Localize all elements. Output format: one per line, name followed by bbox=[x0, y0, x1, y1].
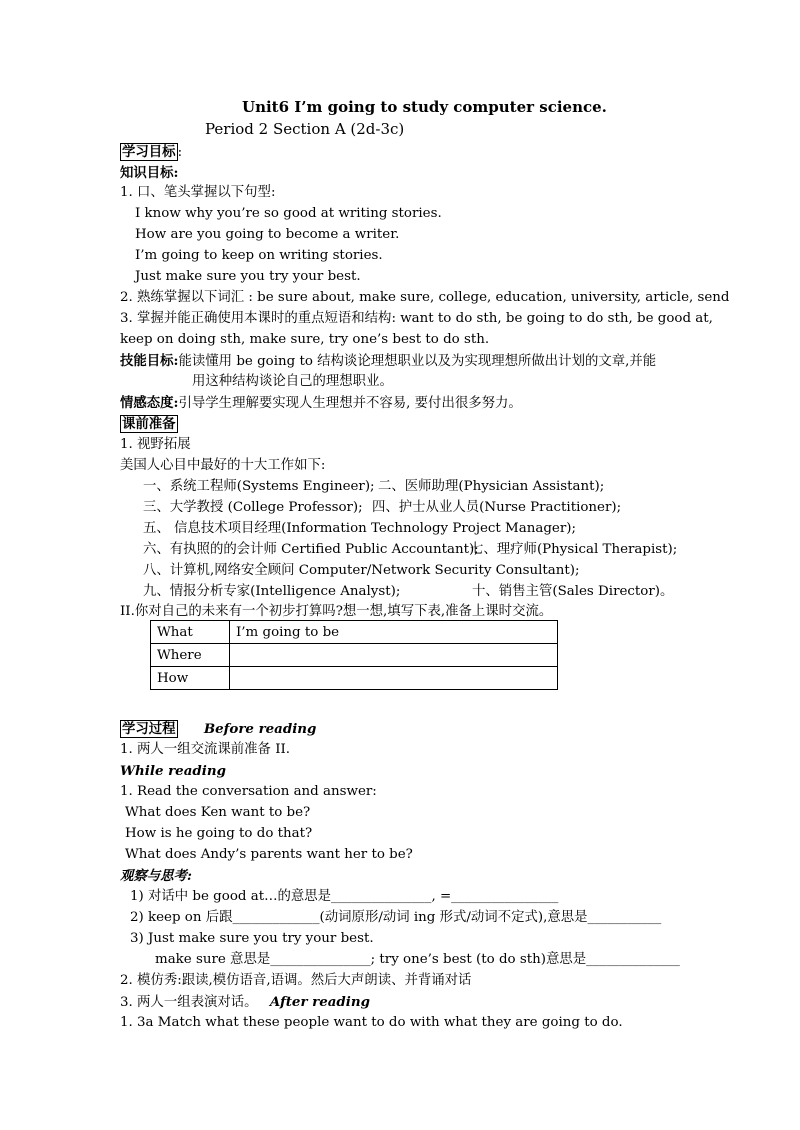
table-cell-how-answer[interactable] bbox=[230, 667, 558, 690]
prep-item-1: 1. 视野拓展 bbox=[120, 437, 191, 452]
after-reading-label: After reading bbox=[269, 994, 370, 1010]
question-2: How is he going to do that? bbox=[125, 826, 313, 841]
skill-label: 技能目标: bbox=[120, 353, 179, 369]
table-cell-what-answer[interactable]: I’m going to be bbox=[230, 621, 558, 644]
while-reading-label: While reading bbox=[120, 763, 226, 779]
job-8: 八、计算机,网络安全顾问 Computer/Network Security Consultant); bbox=[143, 563, 580, 578]
table-cell-where: Where bbox=[151, 644, 230, 667]
observe-label: 观察与思考: bbox=[120, 868, 192, 884]
process-heading bbox=[120, 720, 316, 739]
prep-item-2: II.你对自己的未来有一个初步打算吗?想一想,填写下表,准备上课时交流。 bbox=[120, 604, 553, 619]
before-reading-item: 1. 两人一组交流课前准备 II. bbox=[120, 742, 291, 757]
job-1: 一、系统工程师(Systems Engineer); bbox=[143, 479, 375, 494]
page-subtitle: Period 2 Section A (2d-3c) bbox=[205, 120, 405, 138]
process-header-box: 学习过程 bbox=[122, 721, 176, 737]
goal-item-3-line-1: 3. 掌握并能正确使用本课时的重点短语和结构: want to do sth, be going to do sth, be good at, bbox=[120, 311, 713, 326]
table-cell-where-answer[interactable] bbox=[230, 644, 558, 667]
goal-item-2: 2. 熟练掌握以下词汇 : be sure about, make sure, college, education, university, article, send bbox=[120, 290, 730, 305]
sentence-2: How are you going to become a writer. bbox=[135, 227, 400, 242]
plan-table bbox=[150, 620, 558, 690]
process-item-2: 2. 模仿秀:跟读,模仿语音,语调。然后大声朗读、并背诵对话 bbox=[120, 973, 472, 988]
question-3: What does Andy’s parents want her to be? bbox=[125, 847, 413, 862]
emotion-label: 情感态度: bbox=[120, 395, 179, 411]
skill-goal-line-1 bbox=[120, 352, 656, 371]
goal-item-1: 1. 口、笔头掌握以下句型: bbox=[120, 185, 276, 200]
process-item-3-text: 3. 两人一组表演对话。 bbox=[120, 995, 258, 1010]
skill-goal-line-2: 用这种结构谈论自己的理想职业。 bbox=[192, 374, 393, 389]
job-10: 十、销售主管(Sales Director)。 bbox=[472, 584, 674, 599]
job-9: 九、情报分析专家(Intelligence Analyst); bbox=[143, 584, 401, 599]
job-7: 七、理疗师(Physical Therapist); bbox=[470, 542, 678, 557]
observe-item-2: 2) keep on 后跟_____________(动词原形/动词 ing 形式/动词不定式),意思是___________ bbox=[130, 910, 662, 925]
emotion-goal bbox=[120, 394, 522, 413]
goals-header-box: 学习目标 bbox=[122, 144, 176, 160]
emotion-text: 引导学生理解要实现人生理想并不容易, 要付出很多努力。 bbox=[178, 396, 522, 411]
process-item-3 bbox=[120, 993, 370, 1012]
goals-heading bbox=[120, 143, 182, 162]
sentence-1: I know why you’re so good at writing stories. bbox=[135, 206, 442, 221]
table-row bbox=[151, 644, 558, 667]
question-1: What does Ken want to be? bbox=[125, 805, 311, 820]
prep-heading bbox=[120, 415, 178, 434]
job-6: 六、有执照的的会计师 Certified Public Accountant); bbox=[143, 542, 479, 557]
table-row bbox=[151, 667, 558, 690]
job-2: 二、医师助理(Physician Assistant); bbox=[378, 479, 605, 494]
job-3: 三、大学教授 (College Professor); bbox=[143, 500, 363, 515]
observe-item-3: 3) Just make sure you try your best. bbox=[130, 931, 374, 946]
while-reading-item: 1. Read the conversation and answer: bbox=[120, 784, 377, 799]
table-cell-how: How bbox=[151, 667, 230, 690]
before-reading-label: Before reading bbox=[203, 721, 317, 737]
knowledge-label: 知识目标: bbox=[120, 165, 179, 181]
page-title: Unit6 I’m going to study computer science. bbox=[242, 98, 607, 116]
table-row bbox=[151, 621, 558, 644]
job-5: 五、 信息技术项目经理(Information Technology Project Manager); bbox=[143, 521, 576, 536]
observe-item-3b: make sure 意思是_______________; try one’s best (to do sth)意思是______________ bbox=[155, 952, 680, 967]
sentence-3: I’m going to keep on writing stories. bbox=[135, 248, 383, 263]
goals-header-colon: : bbox=[177, 145, 183, 160]
goal-item-3-line-2: keep on doing sth, make sure, try one’s best to do sth. bbox=[120, 332, 490, 347]
table-cell-what: What bbox=[151, 621, 230, 644]
sentence-4: Just make sure you try your best. bbox=[135, 269, 361, 284]
skill-text: 能读懂用 be going to 结构谈论理想职业以及为实现理想所做出计划的文章,并能 bbox=[178, 354, 657, 369]
prep-intro: 美国人心目中最好的十大工作如下: bbox=[120, 458, 326, 473]
after-reading-item: 1. 3a Match what these people want to do with what they are going to do. bbox=[120, 1015, 623, 1030]
observe-item-1: 1) 对话中 be good at…的意思是_______________, =________________ bbox=[130, 889, 559, 904]
job-4: 四、护士从业人员(Nurse Practitioner); bbox=[372, 500, 622, 515]
prep-header-box: 课前准备 bbox=[122, 416, 176, 432]
